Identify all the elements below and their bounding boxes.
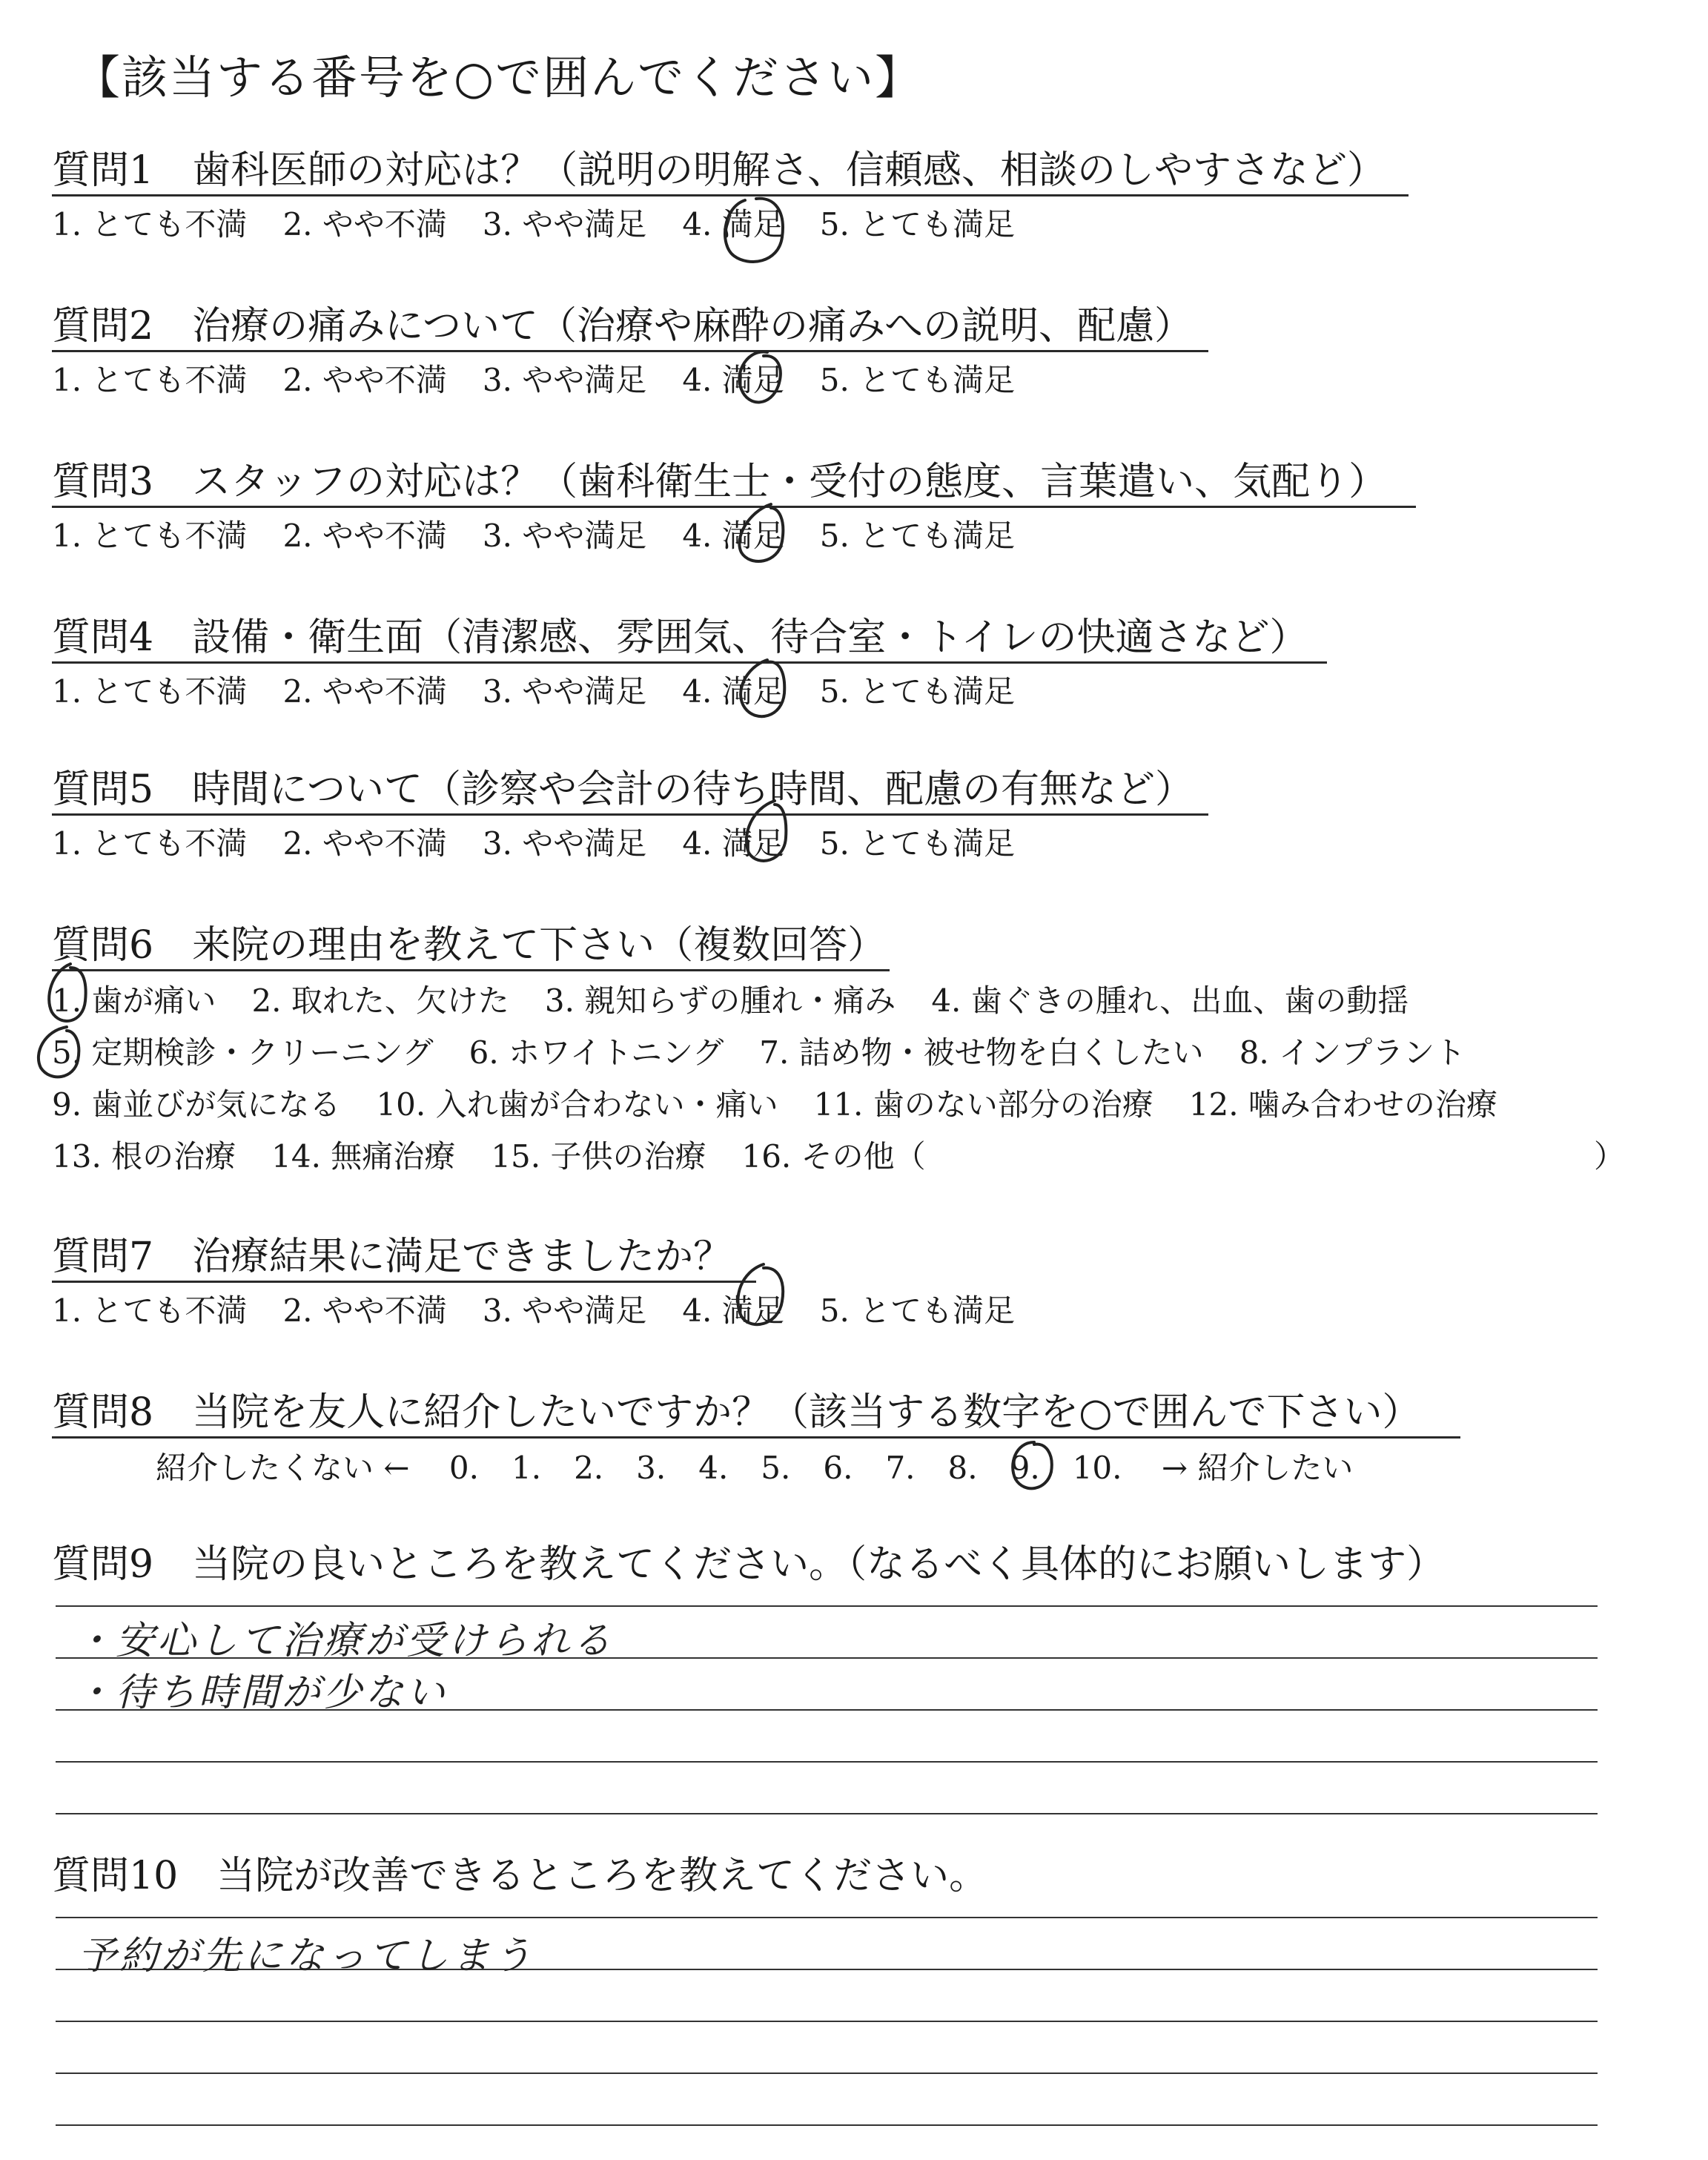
option-5[interactable]: 5. とても満足 — [819, 1292, 1016, 1329]
reason-9[interactable]: 9. 歯並びが気になる — [52, 1086, 341, 1123]
option-4[interactable]: 4. 満足 — [682, 206, 784, 242]
q9-handwritten-answer-1: ・安心して治療が受けられる — [74, 1619, 615, 1663]
option-4[interactable]: 4. 満足 — [682, 825, 784, 862]
reason-11[interactable]: 11. 歯のない部分の治療 — [813, 1086, 1153, 1123]
option-4[interactable]: 4. 満足 — [682, 518, 784, 554]
scale-right-label: → 紹介したい — [1161, 1450, 1354, 1486]
option-4[interactable]: 4. 満足 — [682, 362, 784, 398]
q7-selection-circle — [738, 1264, 783, 1324]
score-9[interactable]: 9. — [1010, 1450, 1040, 1486]
option-3[interactable]: 3. やや満足 — [482, 673, 647, 710]
reason-12[interactable]: 12. 噛み合わせの治療 — [1188, 1086, 1497, 1123]
page-header: 【該当する番号を○で囲んでください】 — [74, 50, 923, 105]
option-1[interactable]: 1. とても不満 — [52, 825, 248, 862]
score-4[interactable]: 4. — [698, 1450, 729, 1486]
q1-selection-circle — [725, 199, 783, 262]
score-10[interactable]: 10. — [1072, 1450, 1122, 1486]
option-2[interactable]: 2. やや不満 — [282, 825, 447, 862]
q4-selection-circle — [741, 660, 784, 716]
option-3[interactable]: 3. やや満足 — [482, 1292, 647, 1329]
reason-14[interactable]: 14. 無痛治療 — [271, 1138, 456, 1175]
other-close-paren: ） — [1594, 1138, 1626, 1175]
question-4-title: 質問4 設備・衛生面（清潔感、雰囲気、待合室・トイレの快適さなど） — [52, 615, 1308, 660]
option-5[interactable]: 5. とても満足 — [819, 825, 1016, 862]
q6-selection-circle-5 — [39, 1027, 79, 1077]
reason-8[interactable]: 8. インプラント — [1239, 1034, 1466, 1071]
option-3[interactable]: 3. やや満足 — [482, 825, 647, 862]
option-5[interactable]: 5. とても満足 — [819, 518, 1016, 554]
score-7[interactable]: 7. — [885, 1450, 916, 1486]
question-2-title: 質問2 治療の痛みについて（治療や麻酔の痛みへの説明、配慮） — [52, 304, 1194, 349]
option-3[interactable]: 3. やや満足 — [482, 206, 647, 242]
q6-selection-circle-1 — [49, 964, 85, 1021]
q5-selection-circle — [747, 801, 786, 861]
question-8-title: 質問8 当院を友人に紹介したいですか？（該当する数字を○で囲んで下さい） — [52, 1390, 1421, 1435]
option-2[interactable]: 2. やや不満 — [282, 206, 447, 242]
option-2[interactable]: 2. やや不満 — [282, 362, 447, 398]
option-2[interactable]: 2. やや不満 — [282, 673, 447, 710]
reason-4[interactable]: 4. 歯ぐきの腫れ、出血、歯の動揺 — [931, 982, 1409, 1019]
reason-16[interactable]: 16. その他（ — [741, 1138, 926, 1175]
question-1-title: 質問1 歯科医師の対応は？（説明の明解さ、信頼感、相談のしやすさなど） — [52, 148, 1386, 193]
score-6[interactable]: 6. — [823, 1450, 853, 1486]
option-3[interactable]: 3. やや満足 — [482, 518, 647, 554]
reason-10[interactable]: 10. 入れ歯が合わない・痛い — [376, 1086, 778, 1123]
question-9-title: 質問9 当院の良いところを教えてください。（なるべく具体的にお願いします） — [52, 1542, 1446, 1587]
q2-selection-circle — [739, 351, 780, 402]
reason-15[interactable]: 15. 子供の治療 — [491, 1138, 706, 1175]
option-1[interactable]: 1. とても不満 — [52, 206, 248, 242]
score-5[interactable]: 5. — [761, 1450, 791, 1486]
reason-2[interactable]: 2. 取れた、欠けた — [251, 982, 509, 1019]
option-1[interactable]: 1. とても不満 — [52, 673, 248, 710]
q10-handwritten-answer-1: 予約が先になってしまう — [78, 1934, 535, 1978]
q9-handwritten-answer-2: ・待ち時間が少ない — [74, 1671, 448, 1715]
reason-6[interactable]: 6. ホワイトニング — [469, 1034, 724, 1071]
score-3[interactable]: 3. — [636, 1450, 666, 1486]
q8-selection-circle — [1013, 1442, 1052, 1488]
reason-7[interactable]: 7. 詰め物・被せ物を白くしたい — [759, 1034, 1204, 1071]
reason-5[interactable]: 5. 定期検診・クリーニング — [52, 1034, 434, 1071]
question-3-title: 質問3 スタッフの対応は？（歯科衛生士・受付の態度、言葉遣い、気配り） — [52, 460, 1388, 504]
score-8[interactable]: 8. — [947, 1450, 978, 1486]
option-3[interactable]: 3. やや満足 — [482, 362, 647, 398]
option-5[interactable]: 5. とても満足 — [819, 362, 1016, 398]
question-7-title: 質問7 治療結果に満足できましたか？ — [52, 1235, 732, 1279]
option-1[interactable]: 1. とても不満 — [52, 1292, 248, 1329]
option-2[interactable]: 2. やや不満 — [282, 518, 447, 554]
reason-3[interactable]: 3. 親知らずの腫れ・痛み — [544, 982, 896, 1019]
option-5[interactable]: 5. とても満足 — [819, 673, 1016, 710]
option-2[interactable]: 2. やや不満 — [282, 1292, 447, 1329]
q3-selection-circle — [739, 504, 783, 561]
reason-1[interactable]: 1. 歯が痛い — [52, 982, 216, 1019]
score-1[interactable]: 1. — [511, 1450, 542, 1486]
question-5-title: 質問5 時間について（診察や会計の待ち時間、配慮の有無など） — [52, 767, 1194, 812]
score-0[interactable]: 0. — [448, 1450, 479, 1486]
option-5[interactable]: 5. とても満足 — [819, 206, 1016, 242]
option-4[interactable]: 4. 満足 — [682, 673, 784, 710]
option-4[interactable]: 4. 満足 — [682, 1292, 784, 1329]
option-1[interactable]: 1. とても不満 — [52, 362, 248, 398]
question-10-title: 質問10 当院が改善できるところを教えてください。 — [52, 1854, 988, 1898]
option-1[interactable]: 1. とても不満 — [52, 518, 248, 554]
question-6-title: 質問6 来院の理由を教えて下さい（複数回答） — [52, 923, 887, 968]
reason-13[interactable]: 13. 根の治療 — [52, 1138, 236, 1175]
scale-left-label: 紹介したくない ← — [156, 1450, 410, 1486]
score-2[interactable]: 2. — [574, 1450, 604, 1486]
